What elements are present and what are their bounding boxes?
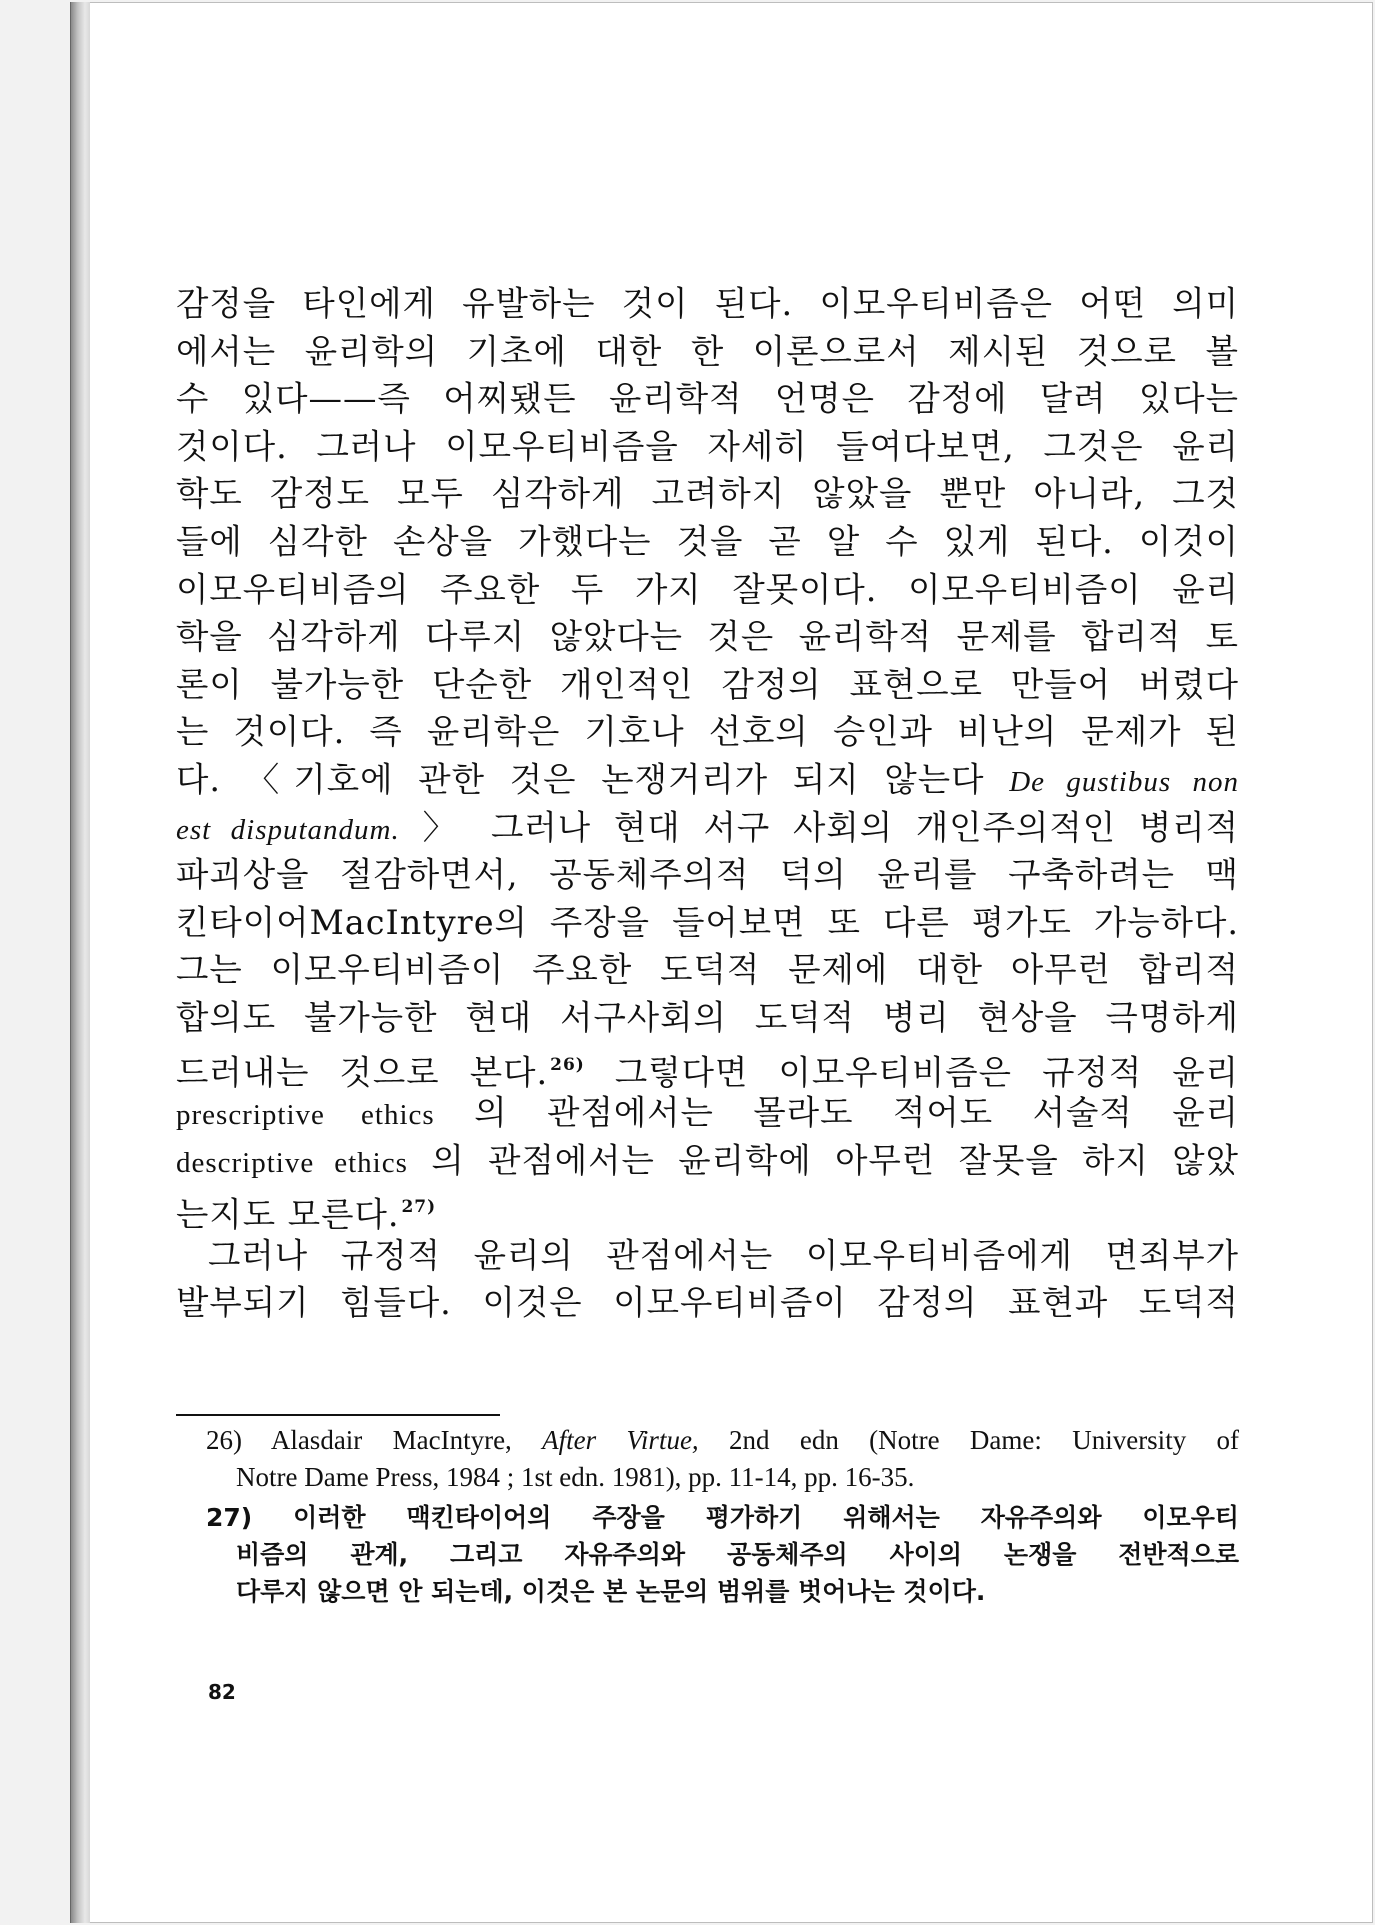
body-line: 그는 이모우티비즘이 주요한 도덕적 문제에 대한 아무런 합리적 <box>176 950 1239 990</box>
footnote-line: 다루지 않으면 안 되는데, 이것은 본 논문의 범위를 벗어나는 것이다. <box>236 1577 986 1606</box>
body-text-segment: 의 관점에서는 몰라도 적어도 서술적 윤리 <box>474 1093 1239 1133</box>
footnote-line <box>206 1422 1239 1459</box>
latin-phrase: De gustibus non <box>1009 765 1239 798</box>
body-line <box>176 756 1239 804</box>
footnote-line: Notre Dame Press, 1984 ; 1st edn. 1981), pp. 11-14, pp. 16-35. <box>236 1462 915 1492</box>
body-line <box>176 1089 1239 1137</box>
body-text-segment: 그렇다면 이모우티비즘은 규정적 윤리 <box>614 1052 1239 1092</box>
body-line: 들에 심각한 손상을 가했다는 것을 곧 알 수 있게 된다. 이것이 <box>176 521 1239 561</box>
body-line <box>176 1184 1239 1235</box>
body-line: 학도 감정도 모두 심각하게 고려하지 않았을 뿐만 아니라, 그것 <box>176 474 1239 514</box>
body-line: 수 있다——즉 어찌됐든 윤리학적 언명은 감정에 달려 있다는 <box>176 379 1239 419</box>
body-line: 킨타이어MacIntyre의 주장을 들어보면 또 다른 평가도 가능하다. <box>176 902 1239 942</box>
body-line <box>176 804 1239 852</box>
footnote-author: Alasdair MacIntyre, <box>270 1425 512 1455</box>
footnote-book-title: After Virtue, <box>542 1425 699 1455</box>
footnotes <box>206 1422 1239 1610</box>
latin-phrase: est disputandum. <box>176 813 400 846</box>
body-text-segment: 의 관점에서는 윤리학에 아무런 잘못을 하지 않았 <box>431 1140 1239 1180</box>
page-number: 82 <box>208 1680 236 1704</box>
body-line: 발부되기 힘들다. 이것은 이모우티비즘이 감정의 표현과 도덕적 <box>176 1283 1239 1323</box>
body-line: 감정을 타인에게 유발하는 것이 된다. 이모우티비즘은 어떤 의미 <box>176 284 1239 323</box>
footnote-line: 비즘의 관계, 그리고 자유주의와 공동체주의 사이의 논쟁을 전반적으로 <box>236 1540 1239 1569</box>
body-line: 그러나 규정적 윤리의 관점에서는 이모우티비즘에게 면죄부가 <box>208 1235 1239 1275</box>
body-line: 합의도 불가능한 현대 서구사회의 도덕적 병리 현상을 극명하게 <box>176 997 1239 1037</box>
body-line: 는 것이다. 즉 윤리학은 기호나 선호의 승인과 비난의 문제가 된 <box>176 712 1239 752</box>
body-line: 것이다. 그러나 이모우티비즘을 자세히 들여다보면, 그것은 윤리 <box>176 426 1239 466</box>
footnote-27 <box>206 1499 1239 1610</box>
body-line: 이모우티비즘의 주요한 두 가지 잘못이다. 이모우티비즘이 윤리 <box>176 569 1239 609</box>
body-line <box>176 1042 1239 1090</box>
body-text-segment: 는지도 모른다. <box>176 1195 400 1235</box>
book-spine-edge <box>70 2 91 1923</box>
body-line <box>176 1137 1239 1185</box>
english-term: prescriptive ethics <box>176 1099 435 1132</box>
body-text-segment: 다. 〈기호에 관한 것은 논쟁거리가 되지 않는다 <box>176 759 985 799</box>
footnote-26 <box>206 1422 1239 1496</box>
english-term: descriptive ethics <box>176 1146 408 1179</box>
body-line: 학을 심각하게 다루지 않았다는 것은 윤리학적 문제를 합리적 토 <box>176 617 1239 657</box>
body-text <box>176 280 1239 1327</box>
footnote-ref: 26) <box>550 1054 585 1075</box>
body-line: 에서는 윤리학의 기초에 대한 한 이론으로서 제시된 것으로 볼 <box>176 331 1239 371</box>
footnote-line: 27) 이러한 맥킨타이어의 주장을 평가하기 위해서는 자유주의와 이모우티 <box>206 1503 1239 1532</box>
body-text-segment: 드러내는 것으로 본다. <box>176 1052 549 1092</box>
footnote-text: 2nd edn (Notre Dame: University of <box>729 1425 1239 1455</box>
body-line: 파괴상을 절감하면서, 공동체주의적 덕의 윤리를 구축하려는 맥 <box>176 855 1239 895</box>
footnote-ref: 27) <box>401 1197 437 1218</box>
footnote-number: 26) <box>206 1425 242 1455</box>
footnote-divider <box>176 1414 500 1416</box>
body-line: 론이 불가능한 단순한 개인적인 감정의 표현으로 만들어 버렸다 <box>176 664 1239 704</box>
body-text-segment: 〉 그러나 현대 서구 사회의 개인주의적인 병리적 <box>422 807 1239 847</box>
